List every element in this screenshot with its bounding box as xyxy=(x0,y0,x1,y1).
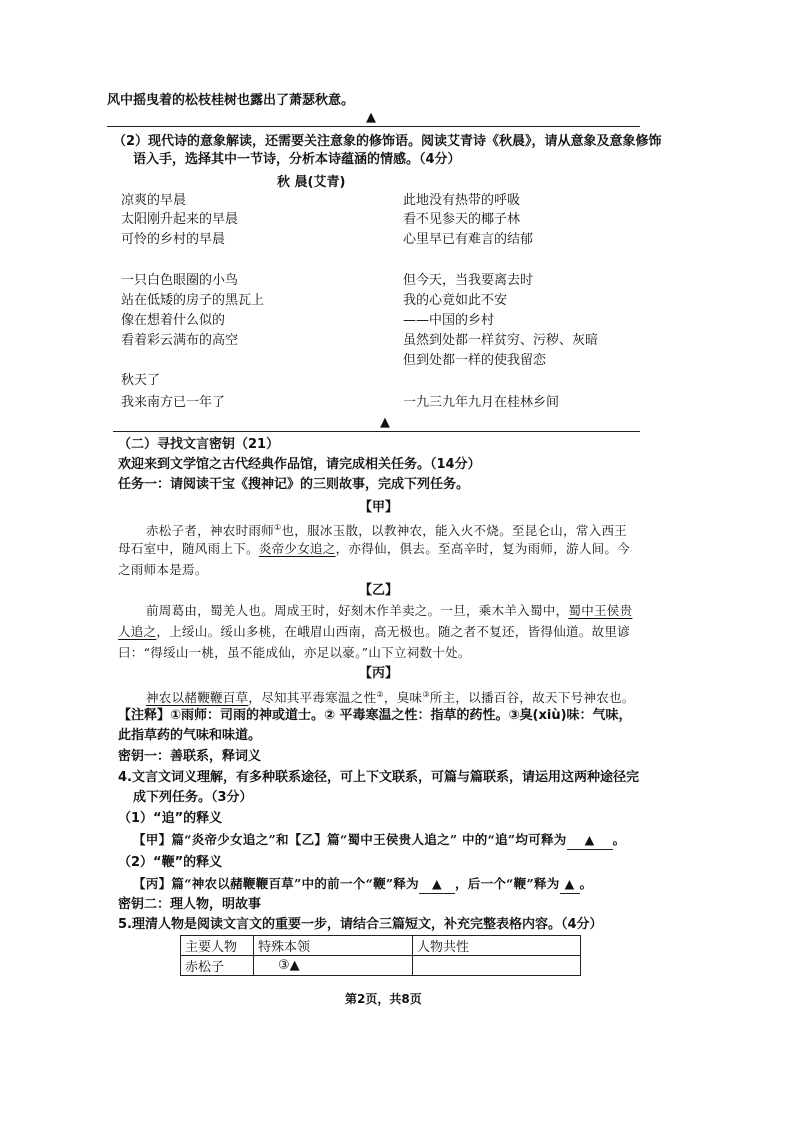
passage-yi-line2: 人追之，上绥山。绥山多桃，在峨眉山西南，高无极也。随之者不复还，皆得仙道。故里谚 xyxy=(118,624,631,639)
q4-sub2-text: 【丙】篇“神农以赭鞭鞭百草”中的前一个“鞭”释为 ▲ ，后一个“鞭”释为 ▲ 。 xyxy=(133,875,592,894)
poem-right-line: ——中国的乡村 xyxy=(403,313,495,328)
table-header: 人物共性 xyxy=(413,936,581,956)
answer-blank[interactable]: ▲ xyxy=(419,875,455,894)
passage-label-jia: 【甲】 xyxy=(359,500,399,515)
q2-line1: （2）现代诗的意象解读，还需要关注意象的修饰语。阅读艾青诗《秋晨》，请从意象及意象修饰 xyxy=(113,134,662,149)
passage-label-bing: 【丙】 xyxy=(359,666,399,681)
poem-left-line: 可怜的乡村的早晨 xyxy=(121,232,226,247)
q4-sub2: （2）“鞭”的释义 xyxy=(118,855,223,870)
passage-yi-line1: 前周葛由，蜀羌人也。周成王时，好刻木作羊卖之。一旦，乘木羊入蜀中，蜀中王侯贵 xyxy=(146,603,633,618)
table-cell[interactable]: ③▲ xyxy=(254,956,413,976)
character-table xyxy=(180,935,581,976)
q4-sub1: （1）“追”的释义 xyxy=(118,811,223,826)
poem-title: 秋 晨(艾青) xyxy=(277,175,346,190)
section-heading: （二）寻找文言密钥（21） xyxy=(118,437,280,452)
divider xyxy=(107,126,640,127)
q2-line2: 语入手，选择其中一节诗，分析本诗蕴涵的情感。（4分） xyxy=(133,152,461,167)
section-intro: 欢迎来到文学馆之古代经典作品馆，请完成相关任务。（14分） xyxy=(118,457,481,472)
table-row xyxy=(181,936,581,956)
poem-right-line: 虽然到处都一样贫穷、污秽、灰暗 xyxy=(403,333,599,348)
poem-right-line: 一九三九年九月在桂林乡间 xyxy=(403,395,560,410)
divider xyxy=(113,431,640,432)
poem-left-line: 一只白色眼圈的小鸟 xyxy=(121,273,239,288)
passage-yi-line3: 曰：“得绥山一桃，虽不能成仙，亦足以豪。”山下立祠数十处。 xyxy=(118,645,471,660)
passage-jia-line1: 赤松子者，神农时雨师①也，服冰玉散，以教神农，能入火不烧。至昆仑山，常入西王 xyxy=(146,523,628,539)
table-header: 特殊本领 xyxy=(254,936,413,956)
passage-label-yi: 【乙】 xyxy=(359,583,399,598)
top-line: 风中摇曳着的松枝桂树也露出了萧瑟秋意。 xyxy=(107,93,355,108)
notes-line1: 【注释】①雨师：司雨的神或道士。② 平毒寒温之性：指草的药性。③臭(xiù)味：气味， xyxy=(118,708,632,723)
passage-jia-line2: 母石室中，随风雨上下。炎帝少女追之，亦得仙，俱去。至高辛时，复为雨师，游人间。今 xyxy=(118,541,631,556)
answer-triangle: ▲ xyxy=(380,415,390,430)
poem-left-line: 太阳刚升起来的早晨 xyxy=(121,212,239,227)
poem-left-line: 秋天了 xyxy=(121,373,161,388)
table-cell[interactable] xyxy=(413,956,581,976)
q4-line2: 成下列任务。（3分） xyxy=(133,790,253,805)
table-row xyxy=(181,956,581,976)
page-footer: 第2页，共8页 xyxy=(345,992,422,1006)
task1: 任务一：请阅读干宝《搜神记》的三则故事，完成下列任务。 xyxy=(118,477,470,492)
key1: 密钥一：善联系，释词义 xyxy=(118,749,262,764)
poem-left-line: 站在低矮的房子的黑瓦上 xyxy=(121,293,265,308)
poem-right-line: 此地没有热带的呼吸 xyxy=(403,193,521,208)
notes-line2: 此指草药的气味和味道。 xyxy=(118,728,262,743)
passage-bing-line1: 神农以赭鞭鞭百草，尽知其平毒寒温之性②，臭味③所主，以播百谷，故天下号神农也。 xyxy=(146,690,635,706)
q4-sub1-text: 【甲】篇“炎帝少女追之”和【乙】篇“蜀中王侯贵人追之” 中的“追”均可释为 ▲ 。 xyxy=(133,831,625,850)
poem-left-line: 凉爽的早晨 xyxy=(121,193,187,208)
answer-blank[interactable]: ▲ xyxy=(560,875,580,894)
table-header: 主要人物 xyxy=(181,936,254,956)
poem-left-line: 像在想着什么似的 xyxy=(121,313,226,328)
poem-right-line: 我的心竟如此不安 xyxy=(403,293,508,308)
poem-right-line: 但今天，当我要离去时 xyxy=(403,273,534,288)
table-cell: 赤松子 xyxy=(181,956,254,976)
q5: 5.理清人物是阅读文言文的重要一步，请结合三篇短文，补充完整表格内容。（4分） xyxy=(118,917,603,932)
q4-line1: 4.文言文词义理解，有多种联系途径，可上下文联系，可篇与篇联系，请运用这两种途径完 xyxy=(118,770,639,785)
poem-right-line: 心里早已有难言的结郁 xyxy=(403,232,534,247)
poem-right-line: 看不见参天的椰子林 xyxy=(403,212,521,227)
poem-right-line: 但到处都一样的使我留恋 xyxy=(403,353,547,368)
poem-left-line: 我来南方已一年了 xyxy=(121,395,226,410)
answer-blank[interactable]: ▲ xyxy=(567,831,613,850)
passage-jia-line3: 之雨师本是焉。 xyxy=(118,562,208,577)
poem-left-line: 看着彩云满布的高空 xyxy=(121,333,239,348)
key2: 密钥二：理人物，明故事 xyxy=(118,897,262,912)
answer-triangle: ▲ xyxy=(366,110,376,125)
